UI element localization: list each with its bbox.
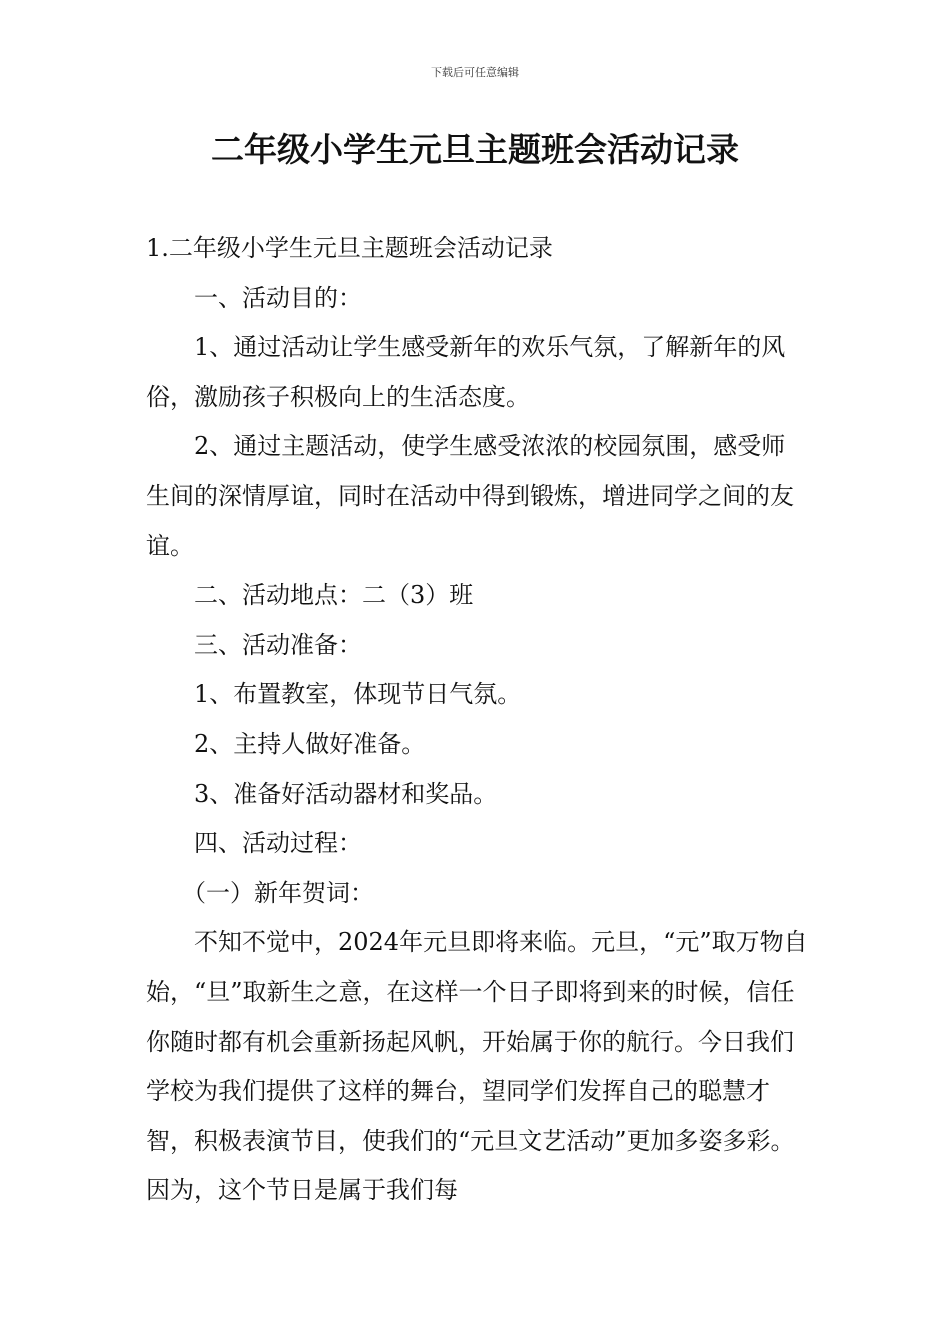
paragraph: 四、活动过程： [194, 829, 362, 858]
document-title: 二年级小学生元旦主题班会活动记录 [211, 130, 739, 169]
paragraph: 2、通过主题活动，使学生感受浓浓的校园氛围，感受师生间的深情厚谊，同时在活动中得到锻炼，增进同学之间的友谊。 [146, 432, 794, 560]
paragraph: 不知不觉中，2024年元旦即将来临。元旦，“元”取万物自始，“旦”取新生之意，在这样一个日子即将到来的时候，信任你随时都有机会重新扬起风帆，开始属于你的航行。今日我们学校为我们提供了这样的舞台，望同学们发挥自己的聪慧才智，积极表演节目，使我们的“元旦文艺活动”更加多姿多彩。因为，这个节日是属于我们每 [146, 928, 808, 1205]
document-body [146, 224, 808, 1216]
header-note: 下载后可任意编辑 [431, 66, 519, 79]
paragraph: 三、活动准备： [194, 630, 362, 659]
paragraph: 1、通过活动让学生感受新年的欢乐气氛，了解新年的风俗，激励孩子积极向上的生活态度。 [146, 333, 786, 411]
paragraph: 2、主持人做好准备。 [194, 729, 426, 758]
paragraph: 1、布置教室，体现节日气氛。 [194, 680, 522, 709]
paragraph: 3、准备好活动器材和奖品。 [194, 779, 498, 808]
paragraph: 二、活动地点：二（3）班 [194, 581, 474, 610]
paragraph: 一、活动目的： [194, 283, 362, 312]
section-heading: 1.二年级小学生元旦主题班会活动记录 [146, 234, 553, 262]
paragraph: （一）新年贺词： [182, 878, 374, 907]
